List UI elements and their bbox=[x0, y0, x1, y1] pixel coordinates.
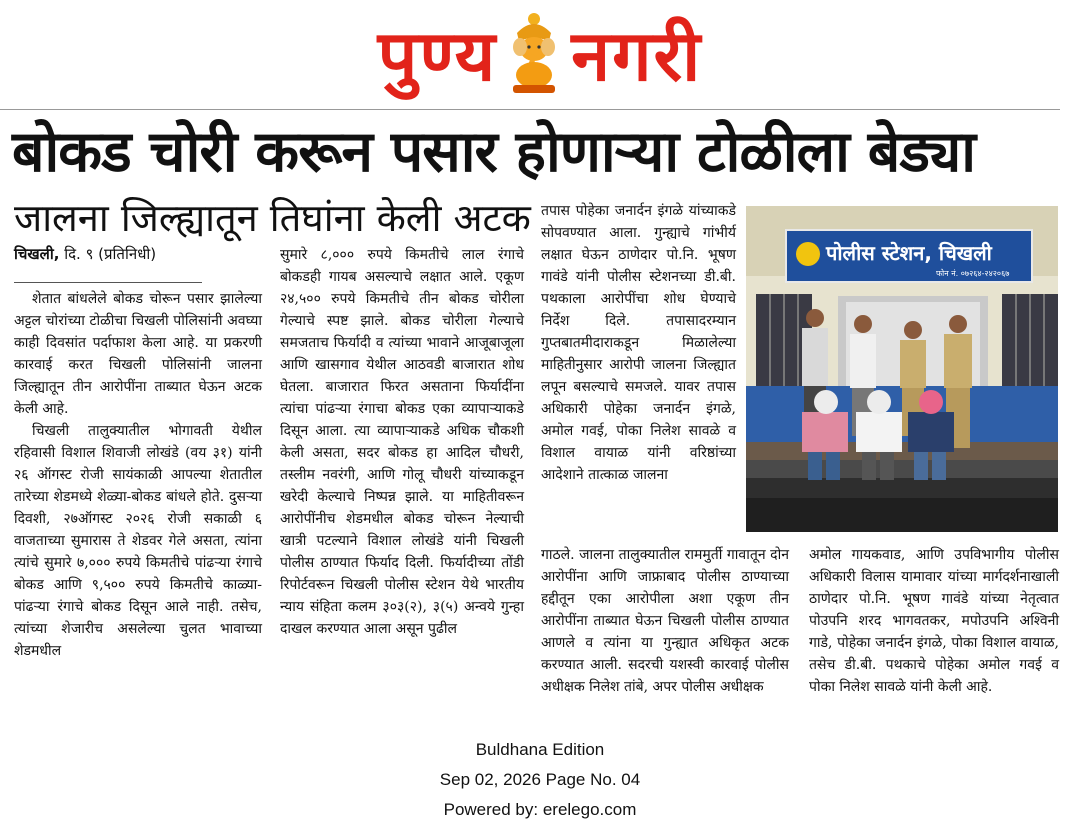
article-paragraph: तपास पोहेका जनार्दन इंगळे यांच्याकडे सोपवण्यात आला. गुन्ह्याचे गांभीर्य लक्षात घेऊन ठाणेदार पो.नि. भूषण गावंडे यांनी पोलीस स्टेशनच्या डी.बी. पथकाला आरोपींचा शोध घेण्याचे निर्देश दिले. तपासादरम्यान गुप्तबातमीदाराकडून मिळालेल्या माहितीनुसार आरोपी जालना जिल्ह्यात लपून बसल्याचे समजले. यावर तपास अधिकारी पोहेका जनार्दन इंगळे, अमोल गवई, पोका निलेश सावळे व विशाल वायाळ यांनी वरिष्ठांच्या आदेशाने तात्काळ जालना bbox=[541, 203, 736, 483]
dateline-divider bbox=[14, 282, 202, 283]
article-column-2 bbox=[280, 244, 524, 640]
footer-edition: Buldhana Edition bbox=[475, 740, 605, 759]
headline: बोकड चोरी करून पसार होणाऱ्या टोळीला बेड्या bbox=[12, 119, 976, 185]
article-paragraph: शेतात बांधलेले बोकड चोरून पसार झालेल्या अट्टल चोरांच्या टोळीचा चिखली पोलिसांनी अवघ्या काही दिवसांत पर्दाफाश केला आहे. या प्रकरणी कारवाई करत चिखली पोलिसांनी जालना जिल्ह्यातून तीन आरोपींना ताब्यात घेऊन अटक केली आहे. bbox=[14, 291, 262, 417]
footer-date-page: Sep 02, 2026 Page No. 04 bbox=[439, 770, 641, 789]
footer-powered-by: Powered by: erelego.com bbox=[443, 800, 637, 819]
dateline bbox=[14, 244, 156, 264]
article-paragraph: अमोल गायकवाड, आणि उपविभागीय पोलीस अधिकारी विलास यामावार यांच्या मार्गदर्शनाखाली ठाणेदार पो.नि. भूषण गावंडे यांच्या नेतृत्वात पोउपनि शरद भागवतकर, मपोउपनि अश्विनी गाडे, पोहेका जनार्दन इंगळे, पोका विशाल वायाळ, तसेच डी.बी. पथकाचे पोहेका अमोल गवई व पोका निलेश सावळे यांनी केली आहे. bbox=[809, 547, 1059, 695]
ganesha-icon bbox=[503, 11, 565, 95]
photo-sign-text: पोलीस स्टेशन, चिखली bbox=[826, 241, 992, 265]
police-station-photo bbox=[746, 206, 1058, 532]
news-photo bbox=[746, 206, 1058, 532]
masthead-divider bbox=[0, 109, 1060, 110]
masthead-title-left: पुण्य bbox=[377, 15, 498, 97]
article-column-3 bbox=[541, 200, 736, 486]
article-paragraph: चिखली तालुक्यातील भोगावती येथील रहिवासी विशाल शिवाजी लोखंडे (वय ३१) यांनी २६ ऑगस्ट रोजी सायंकाळी आपल्या शेतातील तारेच्या शेडमध्ये शेळ्या-बोकड बांधले होते. दुसऱ्या दिवशी, २७ऑगस्ट २०२६ रोजी सकाळी ६ वाजताच्या सुमारास ते शेडवर गेले असता, त्यांना त्यांचे सुमारे ७,००० रुपये किमतीचे पांढऱ्या रंगाचे बोकड आणि ९,५०० रुपये किमतीचे काळ्या-पांढऱ्या रंगाचे बोकड दिसून आले नाही. तसेच, त्यांच्या शेजारीच असलेल्या चुलत भावाच्या शेडमधील bbox=[14, 423, 262, 659]
masthead bbox=[0, 0, 1080, 108]
photo-sign-subtext: फोन नं. ०७२६४-२४२०६७ bbox=[936, 269, 1010, 278]
masthead-title-right: नगरी bbox=[571, 15, 703, 97]
masthead-logo bbox=[340, 8, 740, 98]
dateline-rest: दि. ९ (प्रतिनिधी) bbox=[59, 245, 157, 263]
dateline-place: चिखली, bbox=[14, 245, 60, 263]
subheadline: जालना जिल्ह्यातून तिघांना केली अटक bbox=[14, 196, 531, 240]
article-column-1 bbox=[14, 288, 262, 662]
article-paragraph: सुमारे ८,००० रुपये किमतीचे लाल रंगाचे बोकडही गायब असल्याचे लक्षात आले. एकूण २४,५०० रुपये किमतीचे तीन बोकड चोरीला गेल्याचे स्पष्ट झाले. बोकड चोरीला गेल्याचे समजताच फिर्यादी व त्यांच्या भावाने आजूबाजूला आणि खासगाव येथील आठवडी बाजारात शोध घेतला. बाजारात फिरत असताना फिर्यादींना त्यांचा पांढऱ्या रंगाचा बोकड एका व्यापाऱ्याकडे दिसून आला. त्या व्यापाऱ्याकडे अधिक चौकशी केली असता, सदर बोकड हा आदिल चौधरी, तस्लीम नवरंगी, आणि गोलू चौधरी यांच्याकडून खरेदी केल्याचे निष्पन्न झाले. या माहितीवरून आरोपींनीच शेडमधील बोकड चोरून नेल्याची खात्री पटल्याने विशाल लोखंडे यांनी चिखली पोलीस ठाण्यात फिर्याद दिली. फिर्यादीच्या तोंडी रिपोर्टवरून चिखली पोलीस स्टेशन येथे भारतीय न्याय संहिता कलम ३०३(२), ३(५) अन्वये गुन्हा दाखल करण्यात आला असून पुढील bbox=[280, 247, 524, 637]
article-paragraph: गाठले. जालना तालुक्यातील राममुर्ती गावातून दोन आरोपींना आणि जाफ्राबाद पोलीस ठाण्याच्या हद्दीतून एका आरोपीला अशा एकूण तीन आरोपींना ताब्यात घेऊन चिखली पोलीस ठाण्यात आणले व त्यांना या गुन्ह्यात अधिकृत अटक करण्यात आली. सदरची यशस्वी कारवाई पोलीस अधीक्षक निलेश तांबे, अपर पोलीस अधीक्षक bbox=[541, 547, 789, 695]
article-column-4 bbox=[809, 544, 1059, 698]
article-column-3-continued bbox=[541, 544, 789, 698]
